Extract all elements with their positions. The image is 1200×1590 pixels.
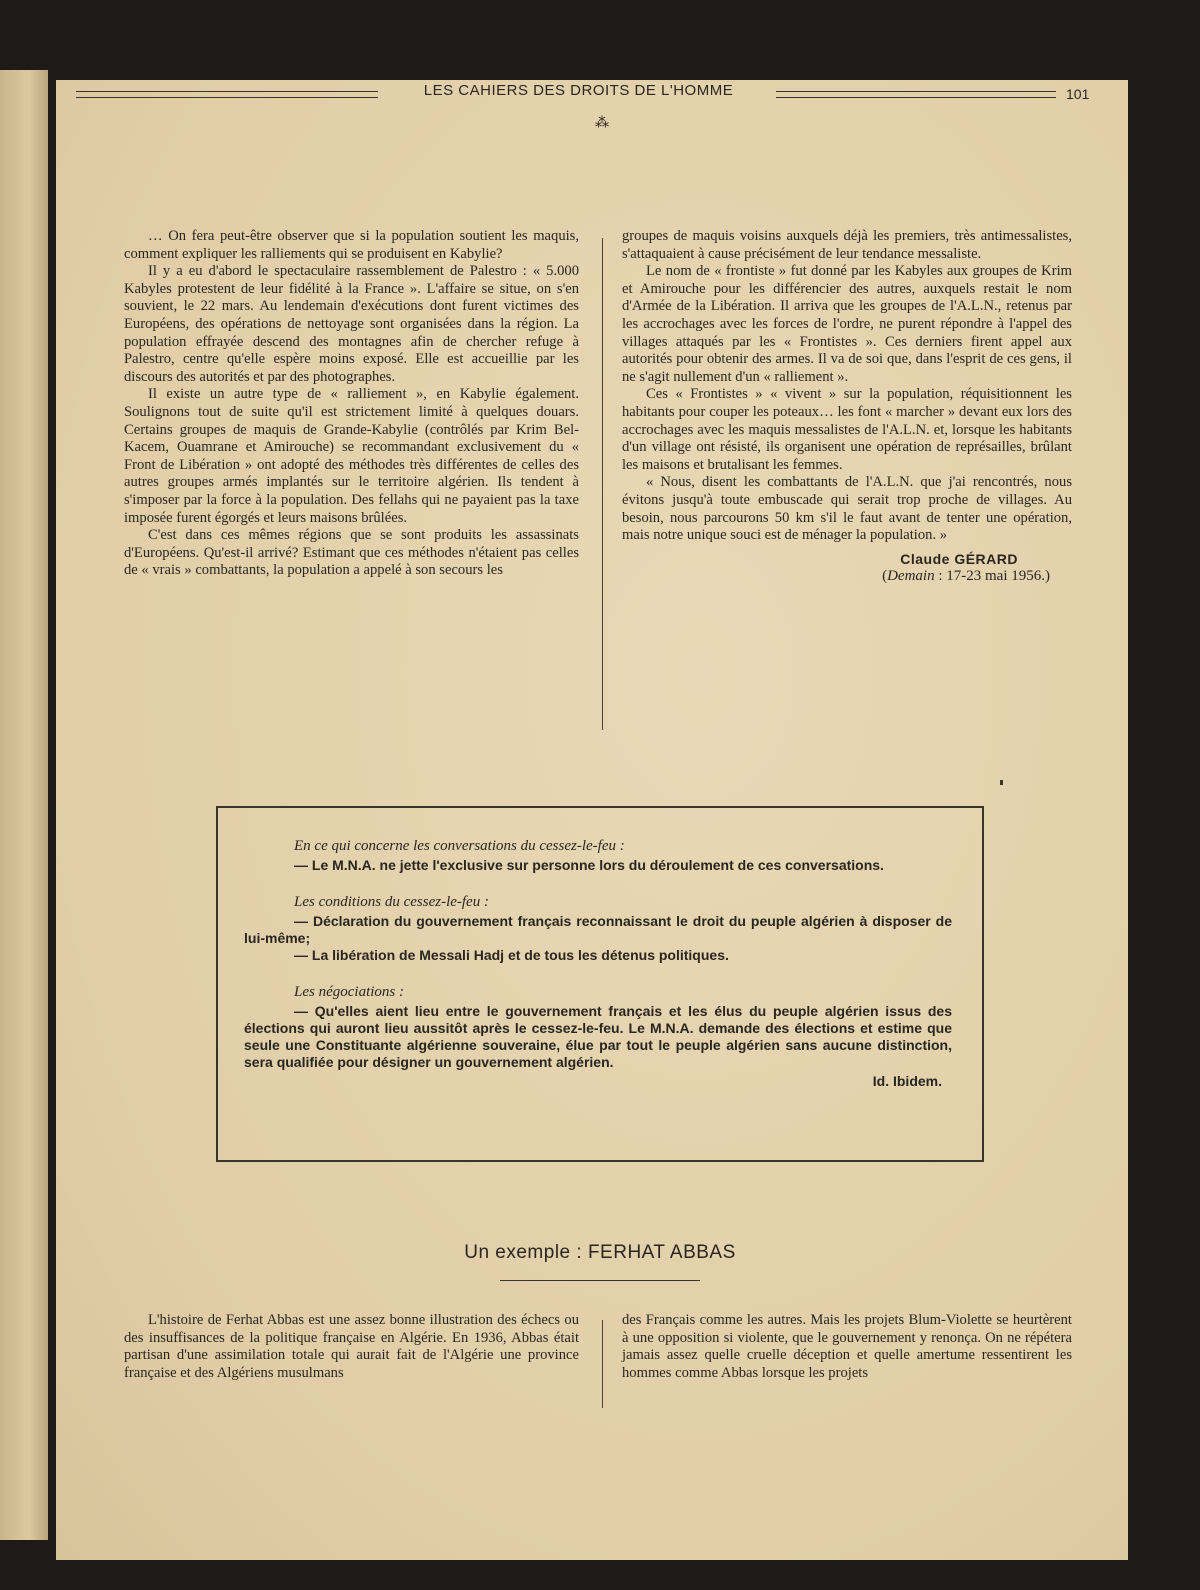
- ink-mark: [1000, 780, 1003, 785]
- header-rule-left: [76, 91, 378, 98]
- box-section-text: — Qu'elles aient lieu entre le gouvernement français et les élus du peuple algérien issus des élections qui auront lieu aussitôt après le cessez-le-feu. Le M.N.A. demande des élections et estime que seule une Constituante algérienne souveraine, élue par tout le peuple algérien sans aucune distinction, sera qualifiée pour désigner un gouvernement algérien.: [244, 1003, 952, 1070]
- column-divider: [602, 238, 603, 730]
- section-heading: Un exemple : FERHAT ABBAS: [464, 1242, 736, 1263]
- box-section-title: Les conditions du cessez-le-feu :: [294, 894, 489, 910]
- article-paragraph: groupes de maquis voisins auxquels déjà les premiers, très antimessalistes, s'attaquaient à cause précisément de leur tendance messaliste.: [622, 228, 1072, 262]
- box-section-text: — Déclaration du gouvernement français reconnaissant le droit du peuple algérien à disposer de lui-même;: [244, 913, 952, 946]
- article-author: Claude GÉRARD: [900, 550, 1018, 567]
- article-paragraph: Le nom de « frontiste » fut donné par les Kabyles aux groupes de Krim et Amirouche pour les différencier des autres, auxquels restait le nom d'Armée de la Libération. Il arriva que les groupes de l'A.L.N., retenus par les accrochages avec les forces de l'ordre, ne purent répondre à l'appel des villages attaqués par les « Frontistes ». Ces derniers firent appel aux autorités pour obtenir des armes. Il va de soi que, dans l'esprit de ces gens, il ne s'agit nullement d'un « ralliement ».: [622, 263, 1072, 385]
- article-paragraph: des Français comme les autres. Mais les projets Blum-Violette se heurtèrent à une opposition si violente, que le gouvernement y renonça. On ne répétera jamais assez quelle cruelle déception et quelle amertume ressentirent les hommes comme Abbas lorsque les projets: [622, 1312, 1072, 1381]
- asterism-ornament: ⁂: [595, 116, 609, 131]
- heading-rule: [500, 1280, 700, 1281]
- mna-statement-box: [216, 806, 984, 1162]
- running-head-title: LES CAHIERS DES DROITS DE L'HOMME: [423, 82, 734, 99]
- article-paragraph: « Nous, disent les combattants de l'A.L.N. que j'ai rencontrés, nous évitons jusqu'à toute embuscade qui serait trop proche de villages. Au besoin, nous parcourons 50 km s'il le faut avant de tenter une opération, mais notre unique souci est de ménager la population. »: [622, 474, 1072, 544]
- article-paragraph: Ces « Frontistes » « vivent » sur la population, réquisitionnent les habitants pour couper les poteaux… les font « marcher » devant eux lors des accrochages avec les maquis messalistes de l'A.L.N. et, lorsque les habitants d'un village ont résisté, ils organisent une opération de représailles, brûlant les maisons et brutalisant les femmes.: [622, 386, 1072, 473]
- article-paragraph: L'histoire de Ferhat Abbas est une assez bonne illustration des échecs ou des insuffisances de la politique française en Algérie. En 1936, Abbas était partisan d'une assimilation totale qui aurait fait de l'Algérie une province française et des Algériens musulmans: [124, 1312, 579, 1381]
- box-section-text: — La libération de Messali Hadj et de tous les détenus politiques.: [294, 947, 729, 963]
- page-number: 101: [1066, 86, 1090, 102]
- ferhat-abbas-column-right: [622, 1312, 1072, 1382]
- box-signature: Id. Ibidem.: [872, 1073, 942, 1089]
- article-source: [622, 568, 1072, 586]
- box-section-title: En ce qui concerne les conversations du cessez-le-feu :: [294, 838, 625, 854]
- source-open: (: [882, 568, 888, 585]
- column-divider: [602, 1320, 603, 1408]
- box-section-text: — Le M.N.A. ne jette l'exclusive sur personne lors du déroulement de ces conversations.: [294, 857, 884, 873]
- source-journal: Demain: [887, 568, 935, 585]
- article-column-right: [622, 228, 1072, 586]
- ferhat-abbas-column-left: [124, 1312, 579, 1382]
- article-paragraph: C'est dans ces mêmes régions que se sont produits les assassinats d'Européens. Qu'est-il arrivé? Estimant que ces méthodes n'étaient pas celles de « vrais » combattants, la population a appelé à son secours les: [124, 527, 579, 579]
- article-column-left: [124, 228, 579, 580]
- article-paragraph: Il existe un autre type de « ralliement », en Kabylie également. Soulignons tout de suite qu'il est strictement limité à quelques douars. Certains groupes de maquis de Grande-Kabylie (contrôlés par Krim Bel-Kacem, Ouamrane et Amirouche) se recommandant exclusivement du « Front de Libération » ont adopté des méthodes très différentes de celles des autres groupes armés implantés sur le territoire algérien. Ils tendent à s'imposer par la force à la population. Des fellahs qui ne payaient pas la taxe imposée furent égorgés et leurs maisons brûlées.: [124, 386, 579, 526]
- header-rule-right: [776, 91, 1056, 98]
- article-paragraph: Il y a eu d'abord le spectaculaire rassemblement de Palestro : « 5.000 Kabyles protestent de leur fidélité à la France ». L'affaire se situe, on s'en souvient, le 22 mars. Au lendemain d'exécutions dont furent victimes des Européens, des opérations de nettoyage sont organisées dans la région. La population effrayée descend des montagnes afin de chercher refuge à Palestro, centre qu'elle espère moins exposé. Elle est accueillie par les discours des autorités et par des photographes.: [124, 263, 579, 385]
- source-date: : 17-23 mai 1956.): [934, 568, 1050, 585]
- article-paragraph: … On fera peut-être observer que si la population soutient les maquis, comment expliquer les ralliements qui se produisent en Kabylie?: [124, 228, 579, 262]
- facing-page-edge: [0, 70, 48, 1540]
- running-header: [76, 82, 1090, 106]
- box-section-title: Les négociations :: [294, 984, 404, 1000]
